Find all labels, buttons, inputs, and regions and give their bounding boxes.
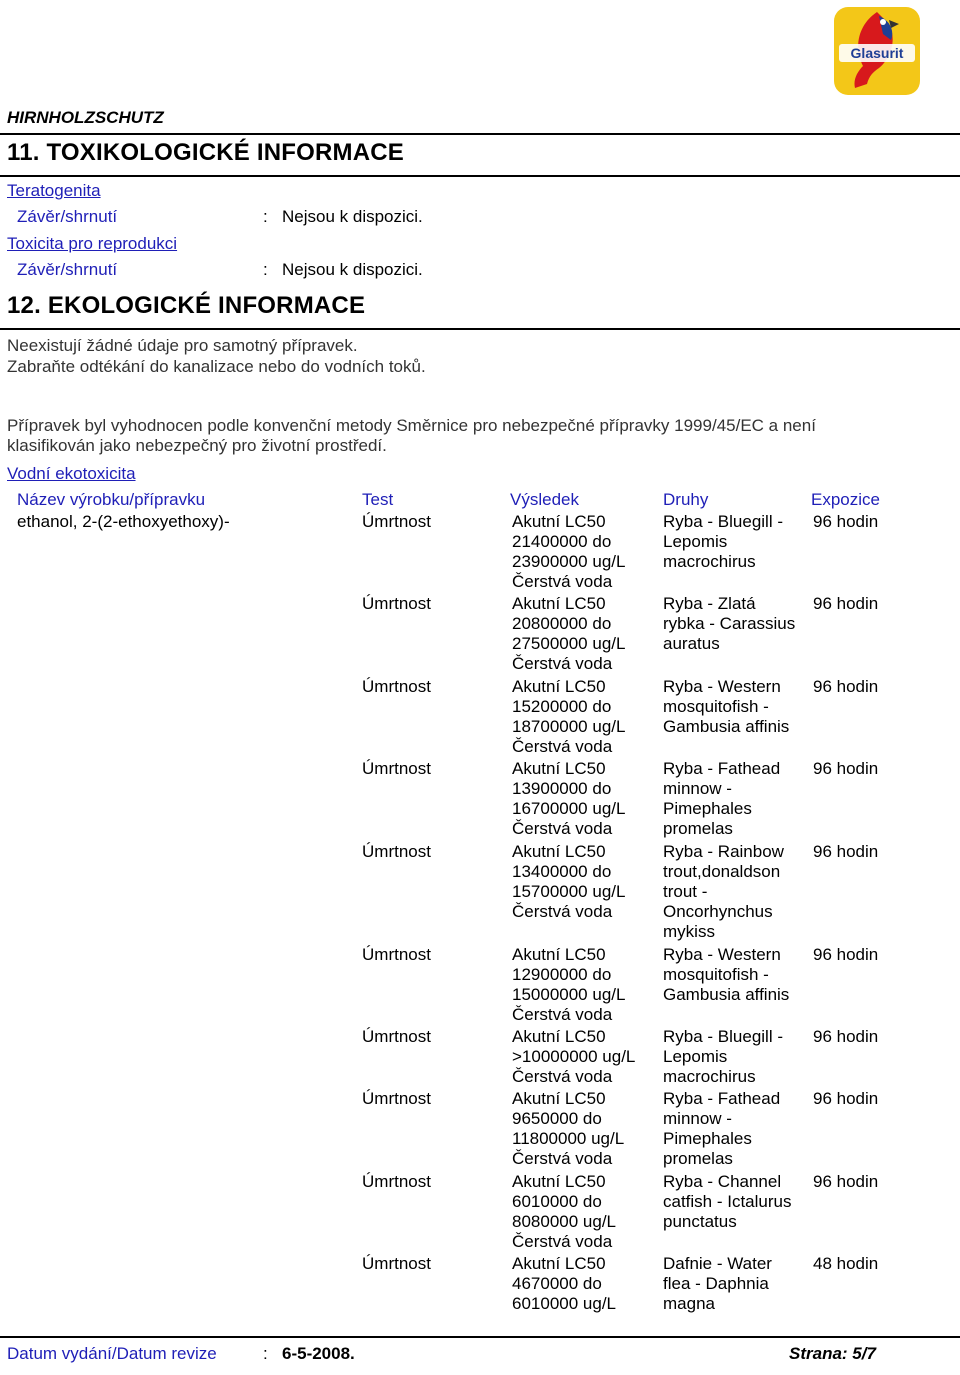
result-cell-line: Akutní LC50 bbox=[512, 677, 606, 696]
aquatic-ecotox-heading: Vodní ekotoxicita bbox=[7, 464, 136, 483]
result-cell-line: Čerstvá voda bbox=[512, 1005, 613, 1024]
test-cell: Úmrtnost bbox=[362, 945, 431, 964]
teratogenita-label: Závěr/shrnutí bbox=[17, 207, 118, 226]
result-cell-line: 11800000 ug/L bbox=[512, 1129, 625, 1148]
col-header-species: Druhy bbox=[663, 490, 709, 509]
footer-page: Strana: 5/7 bbox=[789, 1344, 876, 1363]
species-cell-line: Lepomis bbox=[663, 1047, 728, 1066]
species-cell-line: magna bbox=[663, 1294, 715, 1313]
species-cell-line: Ryba - Channel bbox=[663, 1172, 782, 1191]
species-cell-line: Ryba - Zlatá bbox=[663, 594, 756, 613]
exposure-cell: 96 hodin bbox=[813, 1089, 879, 1108]
exposure-cell: 96 hodin bbox=[813, 677, 879, 696]
species-cell-line: rybka - Carassius bbox=[663, 614, 796, 633]
species-cell-line: mosquitofish - bbox=[663, 697, 769, 716]
result-cell-line: 13900000 do bbox=[512, 779, 612, 798]
divider bbox=[0, 133, 960, 135]
result-cell bbox=[512, 677, 625, 757]
result-cell-line: 23900000 ug/L bbox=[512, 552, 626, 571]
section-12-heading-bar bbox=[0, 290, 960, 330]
result-cell-line: 13400000 do bbox=[512, 862, 612, 881]
eco-para-line-2: klasifikován jako nebezpečný pro životní prostředí. bbox=[7, 436, 387, 455]
result-cell-line: 20800000 do bbox=[512, 614, 612, 633]
col-header-test: Test bbox=[362, 490, 394, 509]
species-cell-line: Lepomis bbox=[663, 532, 728, 551]
eco-line-2: Zabraňte odtékání do kanalizace nebo do vodních toků. bbox=[7, 357, 426, 376]
exposure-cell: 96 hodin bbox=[813, 1027, 879, 1046]
col-header-exposure: Expozice bbox=[811, 490, 880, 509]
result-cell-line: Akutní LC50 bbox=[512, 842, 606, 861]
species-cell-line: Pimephales bbox=[663, 1129, 752, 1148]
result-cell-line: 6010000 do bbox=[512, 1192, 602, 1211]
species-cell-line: Ryba - Bluegill - bbox=[663, 1027, 783, 1046]
result-cell-line: Akutní LC50 bbox=[512, 1254, 606, 1273]
result-cell-line: Akutní LC50 bbox=[512, 945, 606, 964]
result-cell-line: >10000000 ug/L bbox=[512, 1047, 636, 1066]
result-cell-line: 12900000 do bbox=[512, 965, 612, 984]
result-cell-line: Čerstvá voda bbox=[512, 902, 613, 921]
reprotox-title: Toxicita pro reprodukci bbox=[7, 234, 178, 253]
species-cell-line: promelas bbox=[663, 1149, 733, 1168]
result-cell bbox=[512, 1027, 635, 1087]
species-cell-line: macrochirus bbox=[663, 552, 756, 571]
test-cell: Úmrtnost bbox=[362, 512, 431, 531]
species-cell bbox=[663, 1172, 792, 1232]
result-cell-line: 15200000 do bbox=[512, 697, 612, 716]
species-cell-line: Dafnie - Water bbox=[663, 1254, 772, 1273]
result-cell-line: Čerstvá voda bbox=[512, 1149, 613, 1168]
test-cell: Úmrtnost bbox=[362, 759, 431, 778]
species-cell bbox=[663, 842, 784, 942]
result-cell-line: Akutní LC50 bbox=[512, 594, 606, 613]
result-cell-line: Akutní LC50 bbox=[512, 759, 606, 778]
exposure-cell: 96 hodin bbox=[813, 594, 879, 613]
result-cell-line: 4670000 do bbox=[512, 1274, 602, 1293]
exposure-cell: 96 hodin bbox=[813, 842, 879, 861]
species-cell-line: Ryba - Rainbow bbox=[663, 842, 784, 861]
glasurit-logo bbox=[833, 6, 921, 96]
species-cell bbox=[663, 1027, 783, 1087]
result-cell bbox=[512, 1254, 616, 1314]
logo-text: Glasurit bbox=[850, 45, 904, 61]
eco-para-line-1: Přípravek byl vyhodnocen podle konvenční metody Směrnice pro nebezpečné přípravky 1999/45/EC a není bbox=[7, 416, 816, 435]
section-11-heading-bar bbox=[0, 137, 960, 177]
species-cell-line: minnow - bbox=[663, 1109, 732, 1128]
result-cell bbox=[512, 512, 625, 592]
reprotox-value: Nejsou k dispozici. bbox=[282, 260, 423, 279]
footer bbox=[0, 1336, 960, 1375]
species-cell-line: Ryba - Fathead bbox=[663, 759, 781, 778]
result-cell-line: 15700000 ug/L bbox=[512, 882, 626, 901]
result-cell bbox=[512, 945, 625, 1025]
species-cell-line: minnow - bbox=[663, 779, 732, 798]
footer-sep: : bbox=[263, 1344, 268, 1363]
species-cell bbox=[663, 1254, 772, 1314]
species-cell-line: Ryba - Western bbox=[663, 677, 781, 696]
exposure-cell: 96 hodin bbox=[813, 1172, 879, 1191]
exposure-cell: 96 hodin bbox=[813, 945, 879, 964]
footer-date-label: Datum vydání/Datum revize bbox=[7, 1344, 217, 1363]
result-cell-line: Akutní LC50 bbox=[512, 512, 606, 531]
test-cell: Úmrtnost bbox=[362, 842, 431, 861]
species-cell-line: Ryba - Bluegill - bbox=[663, 512, 783, 531]
product-name: HIRNHOLZSCHUTZ bbox=[7, 108, 164, 127]
result-cell-line: Čerstvá voda bbox=[512, 654, 613, 673]
species-cell-line: Ryba - Fathead bbox=[663, 1089, 781, 1108]
section-11-heading: 11. TOXIKOLOGICKÉ INFORMACE bbox=[7, 139, 405, 166]
result-cell bbox=[512, 759, 625, 839]
product-cell: ethanol, 2-(2-ethoxyethoxy)- bbox=[17, 512, 230, 531]
species-cell-line: Gambusia affinis bbox=[663, 985, 790, 1004]
eco-line-1: Neexistují žádné údaje pro samotný přípravek. bbox=[7, 336, 358, 355]
result-cell-line: 15000000 ug/L bbox=[512, 985, 626, 1004]
teratogenita-sep: : bbox=[263, 207, 268, 226]
species-cell-line: punctatus bbox=[663, 1212, 737, 1231]
result-cell-line: 16700000 ug/L bbox=[512, 799, 626, 818]
test-cell: Úmrtnost bbox=[362, 1254, 431, 1273]
result-cell-line: 9650000 do bbox=[512, 1109, 602, 1128]
result-cell-line: Akutní LC50 bbox=[512, 1172, 606, 1191]
result-cell-line: 6010000 ug/L bbox=[512, 1294, 616, 1313]
test-cell: Úmrtnost bbox=[362, 594, 431, 613]
teratogenita-title: Teratogenita bbox=[7, 181, 101, 200]
species-cell-line: flea - Daphnia bbox=[663, 1274, 769, 1293]
species-cell bbox=[663, 512, 783, 572]
exposure-cell: 96 hodin bbox=[813, 759, 879, 778]
species-cell-line: Oncorhynchus bbox=[663, 902, 773, 921]
result-cell-line: Akutní LC50 bbox=[512, 1089, 606, 1108]
result-cell-line: 27500000 ug/L bbox=[512, 634, 626, 653]
test-cell: Úmrtnost bbox=[362, 677, 431, 696]
result-cell-line: Čerstvá voda bbox=[512, 737, 613, 756]
test-cell: Úmrtnost bbox=[362, 1089, 431, 1108]
result-cell-line: Akutní LC50 bbox=[512, 1027, 606, 1046]
result-cell-line: Čerstvá voda bbox=[512, 819, 613, 838]
result-cell-line: 21400000 do bbox=[512, 532, 612, 551]
species-cell-line: Gambusia affinis bbox=[663, 717, 790, 736]
result-cell bbox=[512, 1089, 624, 1169]
result-cell-line: Čerstvá voda bbox=[512, 572, 613, 591]
col-header-result: Výsledek bbox=[510, 490, 579, 509]
test-cell: Úmrtnost bbox=[362, 1172, 431, 1191]
result-cell-line: Čerstvá voda bbox=[512, 1232, 613, 1251]
species-cell-line: auratus bbox=[663, 634, 720, 653]
species-cell-line: trout - bbox=[663, 882, 708, 901]
result-cell-line: Čerstvá voda bbox=[512, 1067, 613, 1086]
species-cell bbox=[663, 677, 789, 737]
species-cell-line: Ryba - Western bbox=[663, 945, 781, 964]
species-cell-line: trout,donaldson bbox=[663, 862, 781, 881]
col-header-product: Název výrobku/přípravku bbox=[17, 490, 206, 509]
reprotox-sep: : bbox=[263, 260, 268, 279]
species-cell bbox=[663, 945, 789, 1005]
exposure-cell: 96 hodin bbox=[813, 512, 879, 531]
species-cell bbox=[663, 759, 780, 839]
exposure-cell: 48 hodin bbox=[813, 1254, 879, 1273]
reprotox-label: Závěr/shrnutí bbox=[17, 260, 118, 279]
species-cell-line: Pimephales bbox=[663, 799, 752, 818]
species-cell bbox=[663, 594, 795, 654]
species-cell bbox=[663, 1089, 780, 1169]
result-cell bbox=[512, 1172, 616, 1252]
species-cell-line: promelas bbox=[663, 819, 733, 838]
result-cell bbox=[512, 842, 625, 922]
species-cell-line: mosquitofish - bbox=[663, 965, 769, 984]
test-cell: Úmrtnost bbox=[362, 1027, 431, 1046]
species-cell-line: mykiss bbox=[663, 922, 715, 941]
footer-date: 6-5-2008. bbox=[282, 1344, 355, 1363]
section-12-heading: 12. EKOLOGICKÉ INFORMACE bbox=[7, 292, 366, 319]
species-cell-line: catfish - Ictalurus bbox=[663, 1192, 792, 1211]
teratogenita-value: Nejsou k dispozici. bbox=[282, 207, 423, 226]
result-cell-line: 18700000 ug/L bbox=[512, 717, 626, 736]
species-cell-line: macrochirus bbox=[663, 1067, 756, 1086]
result-cell bbox=[512, 594, 625, 674]
result-cell-line: 8080000 ug/L bbox=[512, 1212, 616, 1231]
